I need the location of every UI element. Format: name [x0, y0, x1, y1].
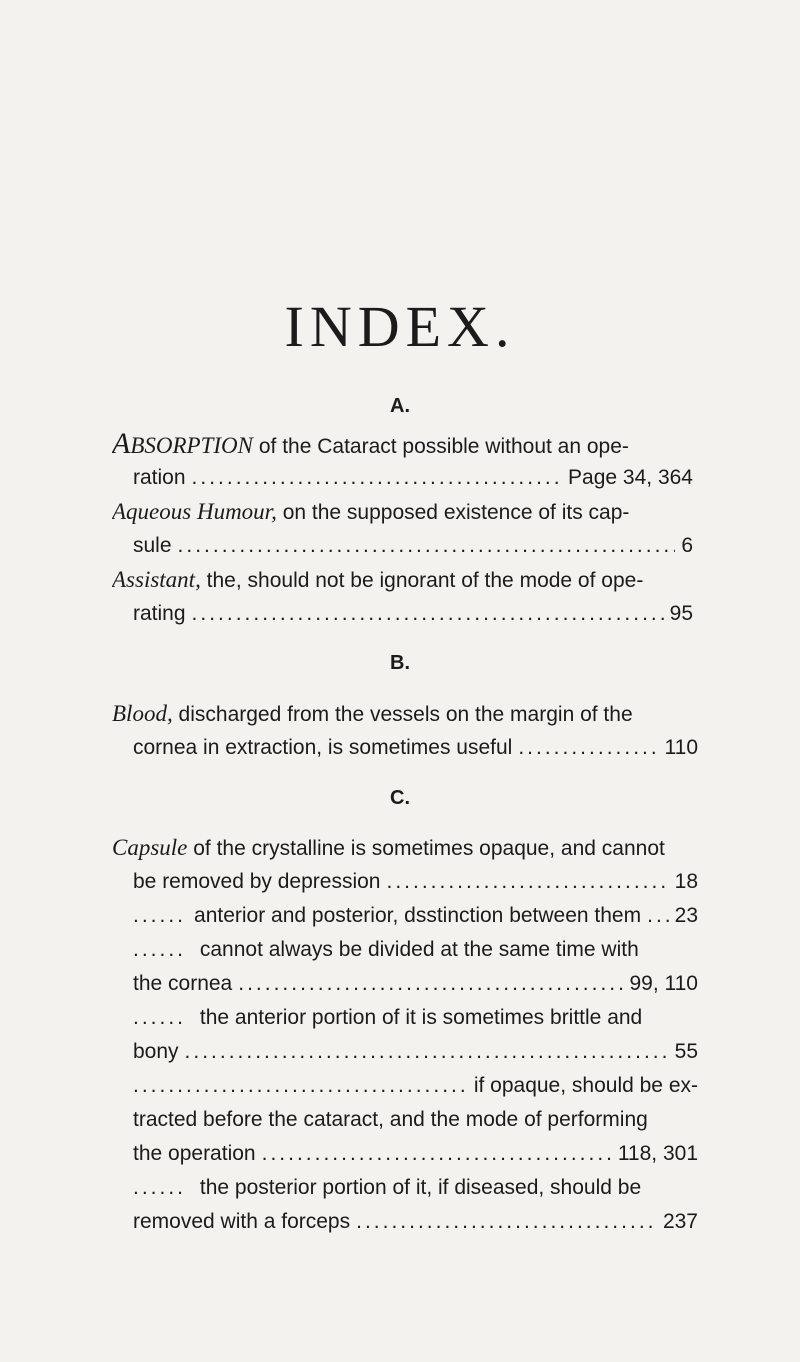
- entry-text: the cornea: [133, 972, 233, 995]
- page-reference: 95: [669, 602, 693, 625]
- entry-capsule-forceps-line1: [133, 1170, 713, 1206]
- entry-head: ABSORPTION: [112, 427, 253, 460]
- leader-dots: [178, 528, 676, 564]
- page-reference: 23: [674, 904, 698, 927]
- entry-head: Blood,: [112, 701, 173, 726]
- entry-capsule-line2: [133, 864, 698, 900]
- entry-text: the, should not be ignorant of the mode of ope-: [206, 569, 644, 592]
- entry-aqueous-line1: [112, 494, 692, 530]
- ditto-dots: ......: [133, 1176, 187, 1199]
- entry-assistant-line2: [133, 596, 693, 632]
- page-reference: 55: [674, 1040, 698, 1063]
- entry-head: Aqueous Humour,: [112, 499, 277, 524]
- entry-head: Assistant,: [112, 567, 201, 592]
- leader-dots: [518, 730, 658, 766]
- entry-capsule-opaque-line2: [133, 1102, 733, 1138]
- entry-capsule-brittle-line2: [133, 1034, 698, 1070]
- entry-text: rating: [133, 602, 186, 625]
- ditto-dots: ......: [133, 1006, 187, 1029]
- entry-text: tracted before the cataract, and the mode of performing: [133, 1108, 648, 1131]
- entry-text: the operation: [133, 1142, 256, 1165]
- leader-dots: [185, 1034, 669, 1070]
- entry-absorption-line2: [133, 460, 693, 496]
- entry-blood-line1: [112, 696, 712, 732]
- section-letter-a: A.: [390, 395, 410, 417]
- page-reference: 99, 110: [629, 972, 698, 995]
- page-reference: 110: [664, 736, 698, 759]
- page-reference: 18: [674, 870, 698, 893]
- entry-absorption-line1: [112, 426, 692, 462]
- entry-capsule-anterior-posterior: [133, 898, 698, 934]
- page-reference: 118, 301: [617, 1142, 698, 1165]
- entry-text: cannot always be divided at the same time with: [199, 938, 639, 961]
- leader-dots: [238, 966, 623, 1002]
- leader-dots: [356, 1204, 657, 1240]
- page-reference: 237: [662, 1210, 698, 1233]
- leader-dots: [133, 1068, 468, 1104]
- entry-text: removed with a forceps: [133, 1210, 351, 1233]
- entry-capsule-opaque-line1: [133, 1068, 698, 1104]
- entry-head: Capsule: [112, 835, 188, 860]
- entry-text: the posterior portion of it, if diseased, should be: [199, 1176, 642, 1199]
- entry-text: discharged from the vessels on the margin of the: [178, 703, 633, 726]
- entry-text: bony: [133, 1040, 179, 1063]
- entry-capsule-opaque-line3: [133, 1136, 698, 1172]
- entry-capsule-brittle-line1: [133, 1000, 713, 1036]
- entry-text: the anterior portion of it is sometimes brittle and: [199, 1006, 643, 1029]
- entry-capsule-divided-line2: [133, 966, 698, 1002]
- index-title: INDEX.: [284, 294, 516, 359]
- entry-capsule-forceps-line2: [133, 1204, 698, 1240]
- section-letter-b: B.: [390, 652, 410, 674]
- entry-blood-line2: [133, 730, 698, 766]
- page-reference: Page 34, 364: [568, 466, 693, 489]
- entry-text: sule: [133, 534, 172, 557]
- entry-assistant-line1: [112, 562, 712, 598]
- leader-dots: [386, 864, 668, 900]
- ditto-dots: ......: [133, 938, 187, 961]
- section-letter-c: C.: [390, 787, 410, 809]
- leader-dots: [192, 460, 563, 496]
- ditto-dots: ......: [133, 904, 187, 927]
- leader-dots: [192, 596, 664, 632]
- entry-text: of the Cataract possible without an ope-: [258, 435, 629, 458]
- entry-capsule-divided-line1: [133, 932, 713, 968]
- entry-text: on the supposed existence of its cap-: [282, 501, 630, 524]
- entry-text: cornea in extraction, is sometimes useful: [133, 736, 513, 759]
- entry-aqueous-line2: [133, 528, 693, 564]
- entry-text: ration: [133, 466, 186, 489]
- leader-dots: [262, 1136, 612, 1172]
- entry-capsule-line1: [112, 830, 712, 866]
- entry-text: be removed by depression: [133, 870, 381, 893]
- page-reference: 6: [681, 534, 693, 557]
- entry-text: if opaque, should be ex-: [473, 1074, 698, 1097]
- entry-text: anterior and posterior, dsstinction between them: [194, 904, 642, 927]
- entry-text: of the crystalline is sometimes opaque, and cannot: [193, 837, 665, 860]
- leader-dots: [647, 898, 669, 934]
